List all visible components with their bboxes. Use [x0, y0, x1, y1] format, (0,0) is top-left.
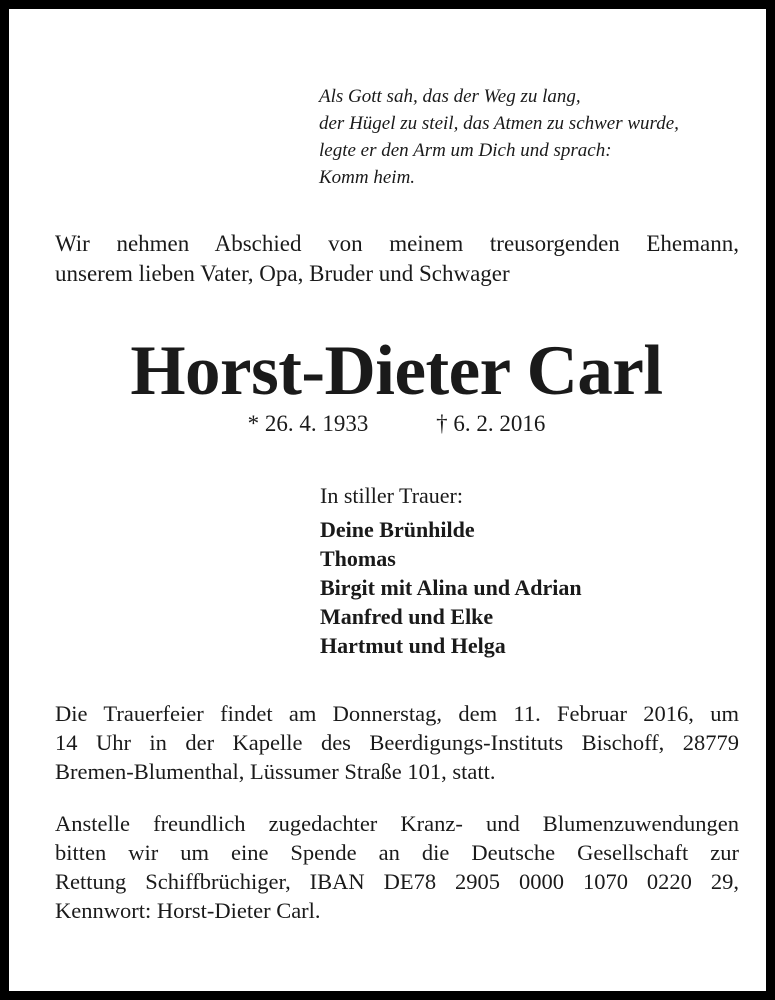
- intro-text: [55, 229, 739, 289]
- intro-line: unserem lieben Vater, Opa, Bruder und Schwager: [55, 261, 510, 286]
- birth-date: * 26. 4. 1933: [247, 411, 369, 436]
- poem-line: der Hügel zu steil, das Atmen zu schwer wurde,: [319, 113, 679, 134]
- mourners-block: [320, 481, 740, 660]
- death-date: † 6. 2. 2016: [436, 411, 546, 436]
- mourner-name: Deine Brünhilde: [320, 517, 475, 542]
- life-dates: [9, 409, 775, 439]
- donation-line: Anstelle freundlich zugedachter Kranz- und Blumenzuwendungen: [55, 811, 739, 836]
- donation-line: bitten wir um eine Spende an die Deutsche Gesellschaft zur: [55, 840, 739, 865]
- mourner-name: Thomas: [320, 546, 396, 571]
- ceremony-line: Bremen-Blumenthal, Lüssumer Straße 101, statt.: [55, 759, 496, 784]
- ceremony-line: Die Trauerfeier findet am Donnerstag, dem 11. Februar 2016, um: [55, 701, 739, 726]
- poem-line: legte er den Arm um Dich und sprach:: [319, 140, 612, 161]
- mourner-name: Birgit mit Alina und Adrian: [320, 575, 582, 600]
- ceremony-line: 14 Uhr in der Kapelle des Beerdigungs-Instituts Bischoff, 28779: [55, 730, 739, 755]
- donation-line: Rettung Schiffbrüchiger, IBAN DE78 2905 0000 1070 0220 29,: [55, 869, 739, 894]
- deceased-name: Horst-Dieter Carl: [130, 332, 663, 410]
- mourning-label: In stiller Trauer:: [320, 483, 463, 508]
- poem-line: Als Gott sah, das der Weg zu lang,: [319, 86, 581, 107]
- donation-line: Kennwort: Horst-Dieter Carl.: [55, 898, 321, 923]
- donation-paragraph: [55, 809, 739, 925]
- ceremony-paragraph: [55, 699, 739, 786]
- poem: [319, 83, 749, 191]
- intro-line: Wir nehmen Abschied von meinem treusorgenden Ehemann,: [55, 231, 739, 256]
- poem-line: Komm heim.: [319, 167, 416, 188]
- mourner-name: Manfred und Elke: [320, 604, 494, 629]
- mourner-name: Hartmut und Helga: [320, 633, 506, 658]
